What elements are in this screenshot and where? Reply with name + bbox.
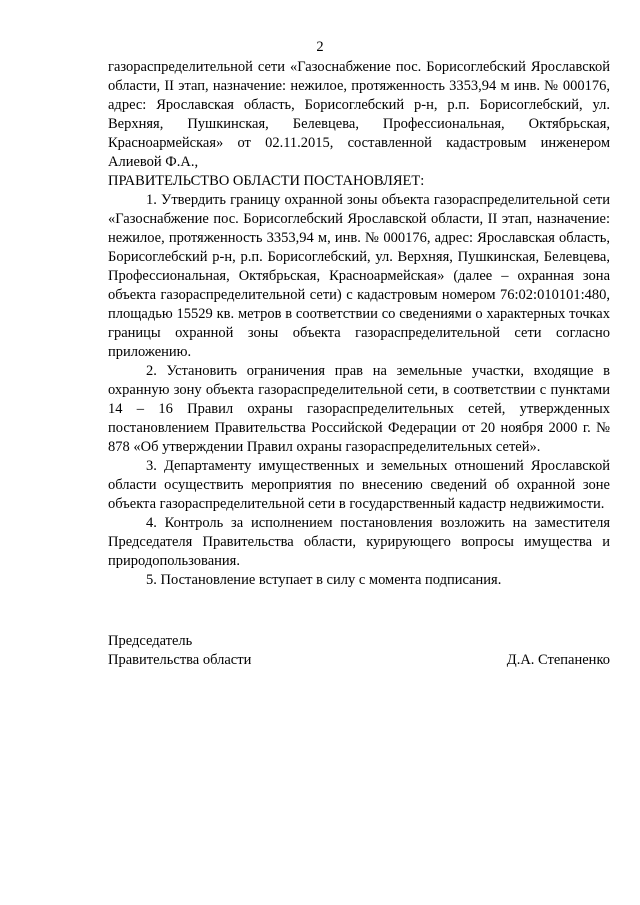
signature-row bbox=[108, 651, 610, 670]
resolution-item-2: 2. Установить ограничения прав на земельные участки, входящие в охранную зону объекта газораспределительной сети, в соответствии с пунктами 14 – 16 Правил охраны газораспределительных сетей, утвержденных постановлением Правительства Российской Федерации от 20 ноября 2000 г. № 878 «Об утверждении Правил охраны газораспределительных сетей». bbox=[108, 363, 610, 455]
signature-block bbox=[108, 632, 610, 670]
resolution-item-1: 1. Утвердить границу охранной зоны объекта газораспределительной сети «Газоснабжение пос. Борисоглебский Ярославской области, II этап, назначение: нежилое, протяженность 3353,94 м, инв. № 000176, адрес: Ярославская область, Борисоглебский р-н, р.п. Борисоглебский, ул. Верхняя, Пушкинская, Белевцева, Профессиональная, Октябрьская, Красноармейская» (далее – охранная зона объекта газораспределительной сети) с кадастровым номером 76:02:010101:480, площадью 15529 кв. метров в соответствии со сведениями о характерных точках границы охранной зоны объекта газораспределительной сети согласно приложению. bbox=[108, 192, 610, 360]
signatory-name: Д.А. Степаненко bbox=[506, 652, 610, 668]
signatory-title-line1: Председатель bbox=[108, 633, 193, 649]
document-body bbox=[108, 58, 610, 590]
resolution-item-5: 5. Постановление вступает в силу с момента подписания. bbox=[146, 572, 502, 588]
resolution-heading: ПРАВИТЕЛЬСТВО ОБЛАСТИ ПОСТАНОВЛЯЕТ: bbox=[108, 173, 425, 189]
resolution-item-3: 3. Департаменту имущественных и земельных отношений Ярославской области осуществить мероприятия по внесению сведений об охранной зоне объекта газораспределительной сети в государственный кадастр недвижимости. bbox=[108, 458, 610, 512]
intro-paragraph: газораспределительной сети «Газоснабжение пос. Борисоглебский Ярославской области, II этап, назначение: нежилое, протяженность 3353,94 м инв. № 000176, адрес: Ярославская область, Борисоглебский р-н, р.п. Борисоглебский, ул. Верхняя, Пушкинская, Белевцева, Профессиональная, Октябрьская, Красноармейская» от 02.11.2015, составленной кадастровым инженером Алиевой Ф.А., bbox=[108, 59, 610, 170]
signatory-title-line2: Правительства области bbox=[108, 652, 252, 668]
page-number: 2 bbox=[316, 39, 324, 55]
resolution-item-4: 4. Контроль за исполнением постановления возложить на заместителя Председателя Правительства области, курирующего вопросы имущества и природопользования. bbox=[108, 515, 610, 569]
